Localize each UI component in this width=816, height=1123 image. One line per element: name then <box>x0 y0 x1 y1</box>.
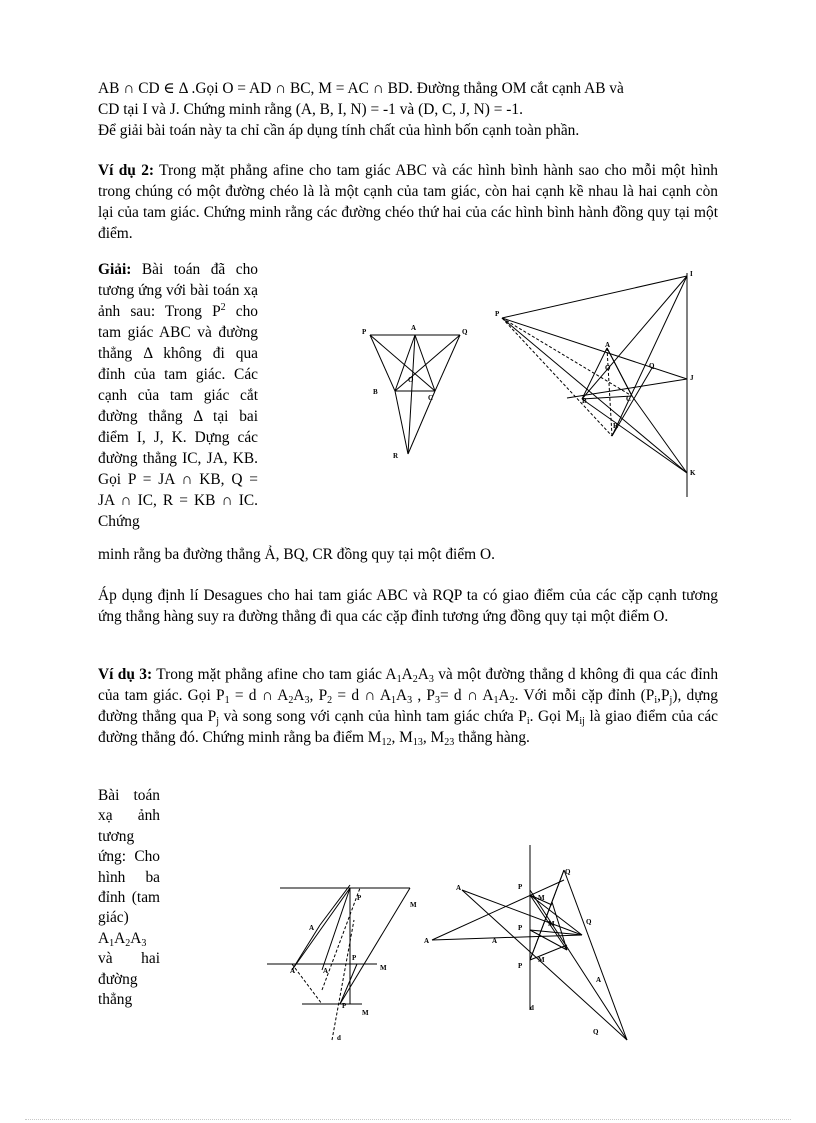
fig4-label-a2: A <box>424 937 430 945</box>
fig4-label-q: Q <box>586 918 592 926</box>
fig2-label-r: R <box>613 422 619 430</box>
desargues-paragraph: Áp dụng định lí Desagues cho hai tam giác ABC và RQP ta có giao điểm của các cặp cạnh tương ứng thẳng hàng suy ra đường thẳng đi qua các cặp đỉnh tương ứng đồng quy tại một điểm O. <box>98 587 718 625</box>
ex3-t2: và một đường thẳng d không đi qua các đỉnh của tam giác. Gọi P <box>98 666 719 704</box>
fig4-label-m2: M <box>548 920 555 928</box>
fig1-label-p: P <box>362 328 367 336</box>
example-2-text: Trong mặt phẳng afine cho tam giác ABC và các hình bình hành sao cho mỗi một hình trong chúng có một đường chéo là là một cạnh của tam giác, còn hai cạnh kề nhau là hai cạnh còn lại của tam giác. Chứng minh rằng các đường chéo thứ hai của các hình bình hành đồng quy tại một điểm. <box>98 162 718 242</box>
solution-text <box>98 259 258 532</box>
figure-triangle-pqr <box>360 322 470 462</box>
example-3-label: Ví dụ 3: <box>98 666 153 683</box>
fig3-label-m23: M <box>362 1009 369 1017</box>
solution-text-a: Bài toán đã cho tương ứng với bài toán xạ ảnh sau: Trong P <box>98 261 258 320</box>
fig3-label-d: d <box>337 1034 341 1042</box>
ex3-t14: , M <box>391 729 413 746</box>
fig1-label-c: C <box>428 394 434 402</box>
fig1-label-q: Q <box>462 328 468 336</box>
intro-line-1: AB ∩ CD ∈ Δ .Gọi O = AD ∩ BC, M = AC ∩ BD. Đường thẳng OM cắt cạnh AB và <box>98 80 624 97</box>
example-2 <box>98 160 718 244</box>
fig4-label-m3: M <box>538 956 545 964</box>
solution-text-b: cho tam giác ABC và đường thẳng Δ không đi qua đỉnh của tam giác. Các cạnh của tam giác cắt đường thẳng Δ tại bai điểm I, J, K. Dựng các đường thẳng IC, JA, KB. Gọi P = JA ∩ KB, Q = JA ∩ IC, R = KB ∩ IC. Chứng <box>98 303 258 530</box>
fig3-label-a1: A <box>309 924 315 932</box>
ex3-t8: . Với mỗi cặp đỉnh (P <box>514 687 655 704</box>
solution-tail: minh rằng ba đường thẳng Ả, BQ, CR đồng quy tại một điểm O. <box>98 546 495 563</box>
ex3-side-text: Bài toán xạ ảnh tương ứng: Cho hình ba đỉnh (tam giác) $A_1A_2A_3$ và hai đường thẳng <box>98 787 160 1009</box>
fig3-label-a2: A <box>290 967 296 975</box>
fig1-label-r: R <box>393 452 399 460</box>
fig4-label-a3: A <box>492 937 498 945</box>
ex3-t16: thẳng hàng. <box>458 729 530 746</box>
fig4-label-a1: A <box>456 884 462 892</box>
fig1-label-b: B <box>373 388 378 396</box>
ex3-t4: , P <box>309 687 328 704</box>
fig4-label-q2: Q <box>593 1028 599 1036</box>
example-3: Ví dụ 3: Trong mặt phẳng afine cho tam giác $A_1A_2A_3$ và một đường thẳng d không đi qua các đỉnh của tam giác. Gọi $P_1 = d$ ∩ $A_2A_3$, $P_2 = d$ ∩ $A_1A_3$ , $P_3= d$ ∩ $A_1A_2$. Với mỗi cặp đỉnh $(P_i,P_j)$, dựng đường thẳng qua $P_j$ và song song với cạnh của hình tam giác chứa $P_i$. Gọi $M_{ij}$ là giao điểm của các đường thẳng đó. Chứng minh rằng ba điểm $M_{12}$, $M_{13}$, $M_{23}$ thẳng hàng. <box>98 666 719 748</box>
fig4-label-p1: P <box>518 883 523 891</box>
ex3-side-text-a: Bài toán xạ ảnh tương ứng: Cho hình ba đỉnh (tam giác) <box>98 787 160 927</box>
fig3-label-a3: A <box>323 967 329 975</box>
fig2-label-q: Q <box>649 362 655 370</box>
solution-sup: 2 <box>220 302 226 313</box>
fig2-label-o: O <box>605 364 611 372</box>
fig3-label-p1: P <box>357 894 362 902</box>
fig4-label-p2: P <box>518 924 523 932</box>
fig2-label-i: I <box>690 270 693 278</box>
solution-label: Giải: <box>98 261 132 278</box>
fig4-label-q1: Q <box>565 868 571 876</box>
fig4-label-m1: M <box>538 894 545 902</box>
fig4-label-a4: A <box>596 976 602 984</box>
ex3-side-text-b: và hai đường thẳng <box>98 950 160 1009</box>
fig3-label-p3: P <box>342 1002 347 1010</box>
fig2-label-j: J <box>690 374 694 382</box>
fig2-label-b: B <box>582 397 587 405</box>
fig3-label-m13: M <box>380 964 387 972</box>
ex3-t11: và song song với cạnh của hình tam giác chứa P <box>223 708 527 725</box>
fig2-label-c: C <box>626 395 632 403</box>
fig4-label-d: d <box>530 1004 534 1012</box>
fig1-label-o: O <box>408 376 414 384</box>
example-2-label: Ví dụ 2: <box>98 162 155 179</box>
fig2-label-p: P <box>495 310 500 318</box>
intro-paragraph <box>98 78 718 141</box>
ex3-t9: ,P <box>657 687 670 704</box>
figure-projective-q <box>422 840 622 1040</box>
ex3-t12: . Gọi M <box>529 708 580 725</box>
ex3-t13: là giao điểm của các đường thẳng đó. Chứng minh rằng ba điểm M <box>98 708 718 746</box>
ex3-t5: = d ∩ A <box>337 687 391 704</box>
ex3-t1: Trong mặt phẳng afine cho tam giác A <box>156 666 397 683</box>
intro-line-2: CD tại I và J. Chứng minh rằng (A, B, I, N) = -1 và (D, C, J, N) = -1. <box>98 101 523 118</box>
page-footer-divider <box>25 1119 791 1120</box>
fig3-label-m12: M <box>410 901 417 909</box>
fig1-label-a: A <box>411 324 417 332</box>
ex3-t7: = d ∩ A <box>440 687 494 704</box>
figure-projective-ijk <box>492 268 712 498</box>
fig2-label-k: K <box>690 469 696 477</box>
ex3-t10: ), dựng đường thẳng qua P <box>98 687 718 725</box>
ex3-t15: , M <box>422 729 445 746</box>
fig4-label-p3: P <box>518 962 523 970</box>
ex3-t3: = d ∩ A <box>234 687 289 704</box>
intro-line-3: Để giải bài toán này ta chỉ cần áp dụng tính chất của hình bốn cạnh toàn phần. <box>98 122 580 139</box>
fig2-label-a: A <box>605 341 611 349</box>
fig3-label-p2: P <box>352 954 357 962</box>
figure-affine-parallels <box>262 880 417 1050</box>
ex3-t6: , P <box>417 687 435 704</box>
